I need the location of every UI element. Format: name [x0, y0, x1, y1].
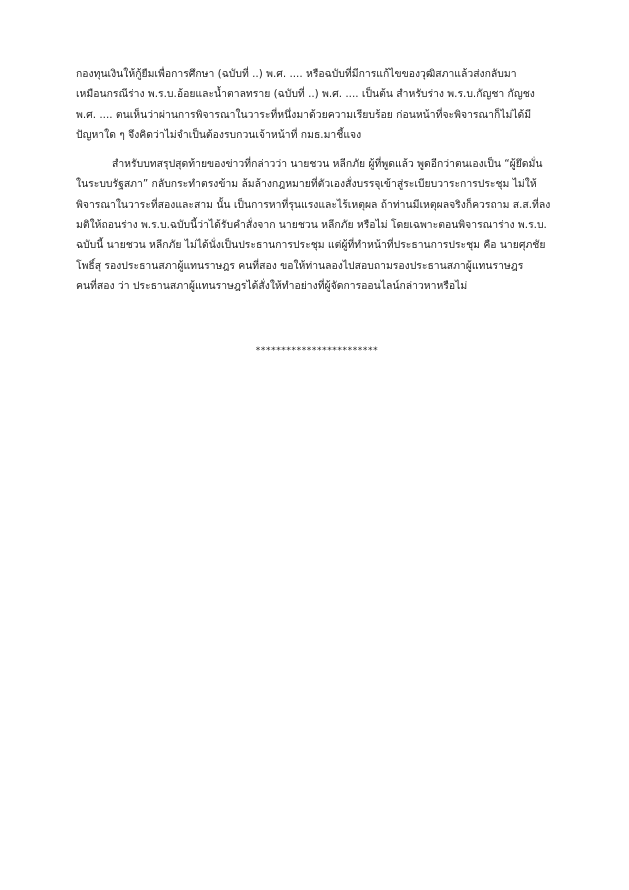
paragraph-1 [76, 64, 558, 145]
end-of-document-mark: ************************ [255, 346, 379, 356]
text-line: ฉบับนี้ นายชวน หลีกภัย ไม่ได้นั่งเป็นประธานการประชุม แต่ผู้ที่ทำหน้าที่ประธานการประชุม คือ นายศุภชัย [76, 239, 546, 252]
paragraph-2 [76, 154, 558, 296]
text-line: กองทุนเงินให้กู้ยืมเพื่อการศึกษา (ฉบับที่ ..) พ.ศ. .... หรือฉบับที่มีการแก้ไขของวุฒิสภาแล้วส่งกลับมา [76, 68, 517, 80]
text-line: ปัญหาใด ๆ จึงคิดว่าไม่จำเป็นต้องรบกวนเจ้าหน้าที่ กมธ.มาชี้แจง [76, 128, 362, 141]
text-line: มติให้ถอนร่าง พ.ร.บ.ฉบับนี้ว่าได้รับคำสั่งจาก นายชวน หลีกภัย หรือไม่ โดยเฉพาะตอนพิจารณาร่าง พ.ร.บ. [76, 219, 547, 232]
text-line: ในระบบรัฐสภา” กลับกระทำตรงข้าม ล้มล้างกฎหมายที่ตัวเองสั่งบรรจุเข้าสู่ระเบียบวาระการประชุม ไม่ให้ [76, 178, 537, 191]
text-line: คนที่สอง ว่า ประธานสภาผู้แทนราษฎรได้สั่งให้ทำอย่างที่ผู้จัดการออนไลน์กล่าวหาหรือไม่ [76, 279, 468, 292]
text-line: สำหรับบทสรุปสุดท้ายของข่าวที่กล่าวว่า นายชวน หลีกภัย ผู้ที่พูดแล้ว พูดอีกว่าตนเองเป็น “ผู้ยึดมั่น [112, 158, 543, 171]
document-body [76, 64, 558, 356]
text-line: โพธิ์สุ รองประธานสภาผู้แทนราษฎร คนที่สอง ขอให้ท่านลองไปสอบถามรองประธานสภาผู้แทนราษฎร [76, 259, 524, 272]
text-line: เหมือนกรณีร่าง พ.ร.บ.อ้อยและน้ำตาลทราย (ฉบับที่ ..) พ.ศ. .... เป็นต้น สำหรับร่าง พ.ร.บ.กัญชา กัญชง [76, 88, 535, 101]
text-line: พ.ศ. .... ตนเห็นว่าผ่านการพิจารณาในวาระที่หนึ่งมาด้วยความเรียบร้อย ก่อนหน้าที่จะพิจารณาก็ไม่ได้มี [76, 108, 532, 121]
text-line: พิจารณาในวาระที่สองและสาม นั้น เป็นการหาที่รุนแรงและไร้เหตุผล ถ้าท่านมีเหตุผลจริงก็ควรถาม ส.ส.ที่ลง [76, 198, 551, 211]
